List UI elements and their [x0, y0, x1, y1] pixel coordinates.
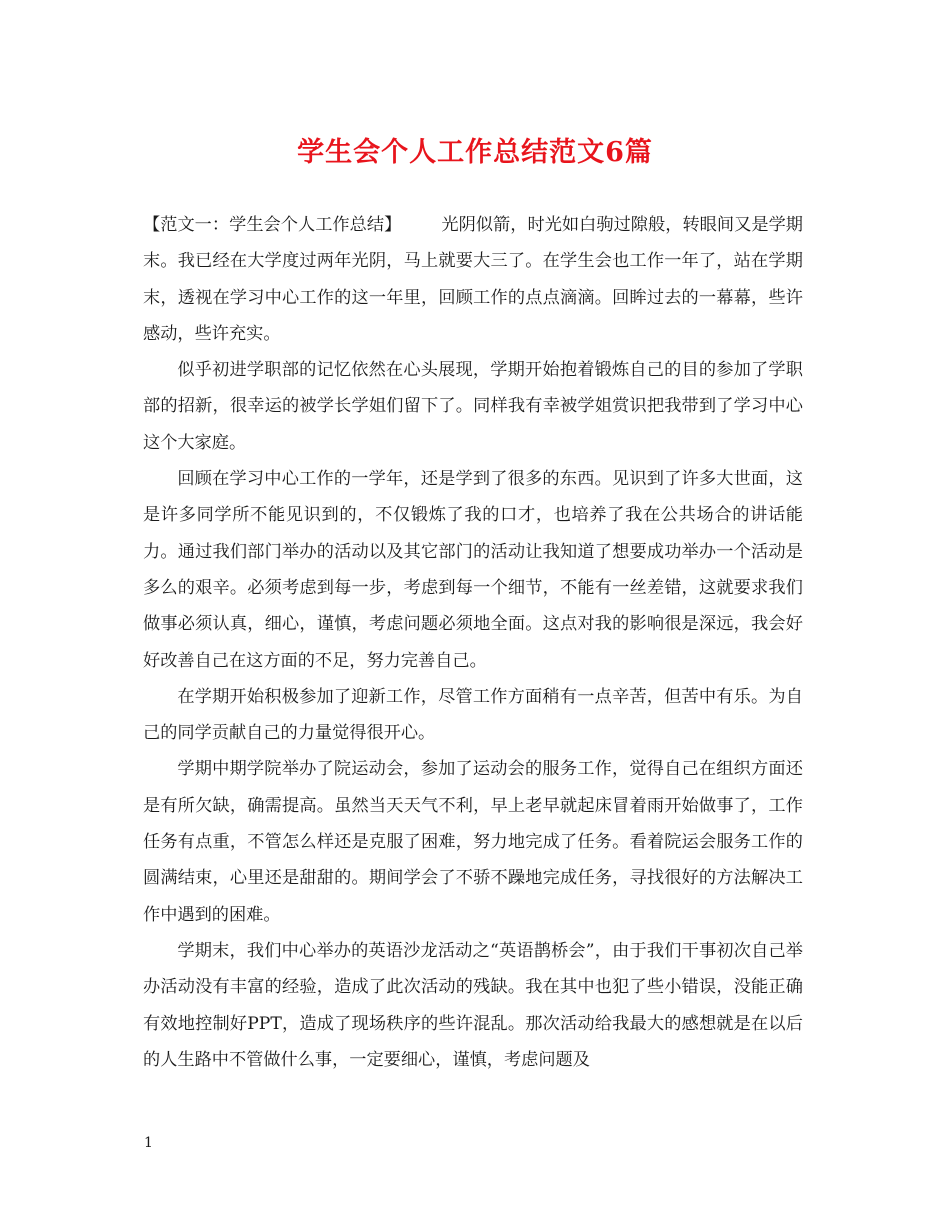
- document-title: 学生会个人工作总结范文6篇: [297, 137, 653, 168]
- paragraph-2: 似乎初进学职部的记忆依然在心头展现，学期开始抱着锻炼自己的目的参加了学职部的招新，很幸运的被学长学姐们留下了。同样我有幸被学姐赏识把我带到了学习中心这个大家庭。: [143, 360, 803, 453]
- paragraph-6: 学期末，我们中心举办的英语沙龙活动之“英语鹊桥会”，由于我们干事初次自己举办活动没有丰富的经验，造成了此次活动的残缺。我在其中也犯了些小错误，没能正确有效地控制好PPT，造成了现场秩序的些许混乱。那次活动给我最大的感想就是在以后的人生路中不管做什么事，一定要细心，谨慎，考虑问题及: [143, 940, 803, 1070]
- paragraph-5: 学期中期学院举办了院运动会，参加了运动会的服务工作，觉得自己在组织方面还是有所欠缺，确需提高。虽然当天天气不利，早上老早就起床冒着雨开始做事了，工作任务有点重，不管怎么样还是克服了困难，努力地完成了任务。看着院运会服务工作的圆满结束，心里还是甜甜的。期间学会了不骄不躁地完成任务，寻找很好的方法解决工作中遇到的困难。: [143, 759, 803, 925]
- paragraph-1: [143, 207, 803, 352]
- document-body: [143, 207, 803, 1078]
- paragraph-4: 在学期开始积极参加了迎新工作，尽管工作方面稍有一点辛苦，但苦中有乐。为自己的同学贡献自己的力量觉得很开心。: [143, 686, 803, 744]
- section-heading: 【范文一：学生会个人工作总结】: [143, 215, 402, 235]
- page-number: 1: [144, 1135, 153, 1151]
- paragraph-1-text: 光阴似箭，时光如白驹过隙般，转眼间又是学期末。我已经在大学度过两年光阴，马上就要大三了。在学生会也工作一年了，站在学期末，透视在学习中心工作的这一年里，回顾工作的点点滴滴。回眸过去的一幕幕，些许感动，些许充实。: [143, 215, 803, 344]
- paragraph-3: 回顾在学习中心工作的一学年，还是学到了很多的东西。见识到了许多大世面，这是许多同学所不能见识到的，不仅锻炼了我的口才，也培养了我在公共场合的讲话能力。通过我们部门举办的活动以及其它部门的活动让我知道了想要成功举办一个活动是多么的艰辛。必须考虑到每一步，考虑到每一个细节，不能有一丝差错，这就要求我们做事必须认真，细心，谨慎，考虑问题必须地全面。这点对我的影响很是深远，我会好好改善自己在这方面的不足，努力完善自己。: [143, 469, 803, 671]
